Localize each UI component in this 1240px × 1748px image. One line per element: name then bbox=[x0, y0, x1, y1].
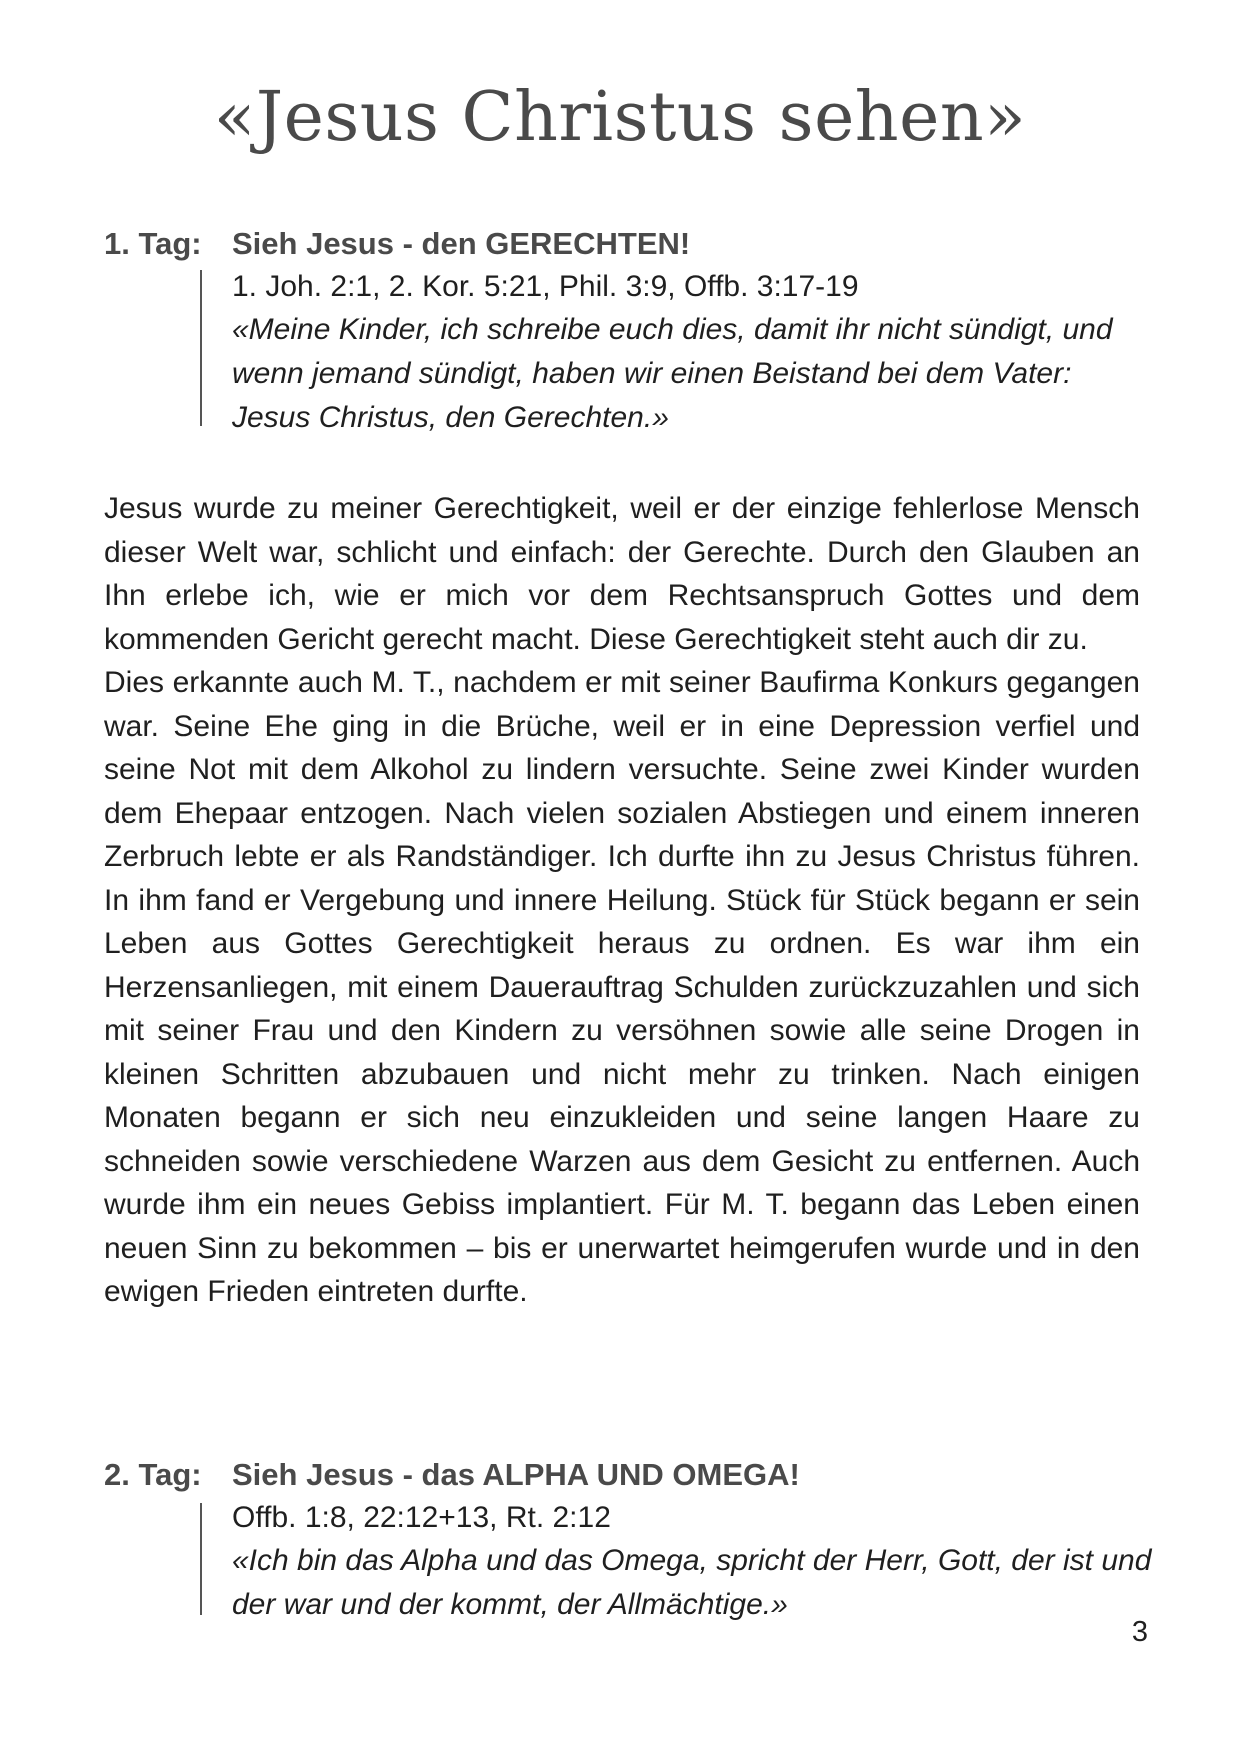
bible-references: 1. Joh. 2:1, 2. Kor. 5:21, Phil. 3:9, Offb. 3:17-19 bbox=[232, 270, 859, 303]
bible-quote: «Meine Kinder, ich schreibe euch dies, damit ihr nicht sündigt, und wenn jemand sündigt, haben wir einen Beistand bei dem Vater: Jesus Christus, den Gerechten.» bbox=[232, 313, 1113, 434]
body-paragraph: Jesus wurde zu meiner Gerechtigkeit, weil er der einzige fehlerlose Mensch dieser Welt war, schlicht und einfach: der Gerechte. Durch den Glauben an Ihn erlebe ich, wie er mich vor dem Rechtsanspruch Gottes und dem kommenden Gericht gerecht macht. Diese Gerechtigkeit steht auch dir zu. bbox=[104, 492, 1140, 656]
day-heading: Sieh Jesus - das ALPHA UND OMEGA! bbox=[232, 1457, 800, 1492]
bible-references: Offb. 1:8, 22:12+13, Rt. 2:12 bbox=[232, 1501, 611, 1534]
page-number: 3 bbox=[1131, 1616, 1148, 1648]
body-text bbox=[104, 487, 1140, 1314]
day-label: 2. Tag: bbox=[104, 1457, 202, 1492]
day-label: 1. Tag: bbox=[104, 226, 202, 261]
page-title: «Jesus Christus sehen» bbox=[213, 78, 1027, 157]
day-divider-line bbox=[200, 1503, 202, 1615]
day-divider-line bbox=[200, 270, 202, 426]
day-heading: Sieh Jesus - den GERECHTEN! bbox=[232, 226, 691, 261]
body-paragraph: Dies erkannte auch M. T., nachdem er mit seiner Baufirma Konkurs gegangen war. Seine Ehe ging in die Brüche, weil er in eine Depression verfiel und seine Not mit dem Alkohol zu lindern versuchte. Seine zwei Kinder wurden dem Ehepaar entzogen. Nach vielen sozialen Abstiegen und einem inneren Zerbruch lebte er als Randständiger. Ich durfte ihn zu Jesus Christus führen. In ihm fand er Vergebung und innere Heilung. Stück für Stück begann er sein Leben aus Gottes Gerechtigkeit heraus zu ordnen. Es war ihm ein Herzensanliegen, mit einem Dauerauftrag Schulden zurückzuzahlen und sich mit seiner Frau und den Kindern zu versöhnen sowie alle seine Drogen in kleinen Schritten abzubauen und nicht mehr zu trinken. Nach einigen Monaten begann er sich neu einzukleiden und seine langen Haare zu schneiden sowie verschiedene Warzen aus dem Gesicht zu entfernen. Auch wurde ihm ein neues Gebiss implantiert. Für M. T. begann das Leben einen neuen Sinn zu bekommen – bis er unerwartet heimgerufen wurde und in den ewigen Frieden eintreten durfte. bbox=[104, 666, 1140, 1308]
day-entry-1 bbox=[104, 222, 1144, 442]
bible-quote: «Ich bin das Alpha und das Omega, spricht der Herr, Gott, der ist und der war und der kommt, der Allmächtige.» bbox=[232, 1544, 1152, 1621]
day-entry-2 bbox=[104, 1453, 1152, 1633]
